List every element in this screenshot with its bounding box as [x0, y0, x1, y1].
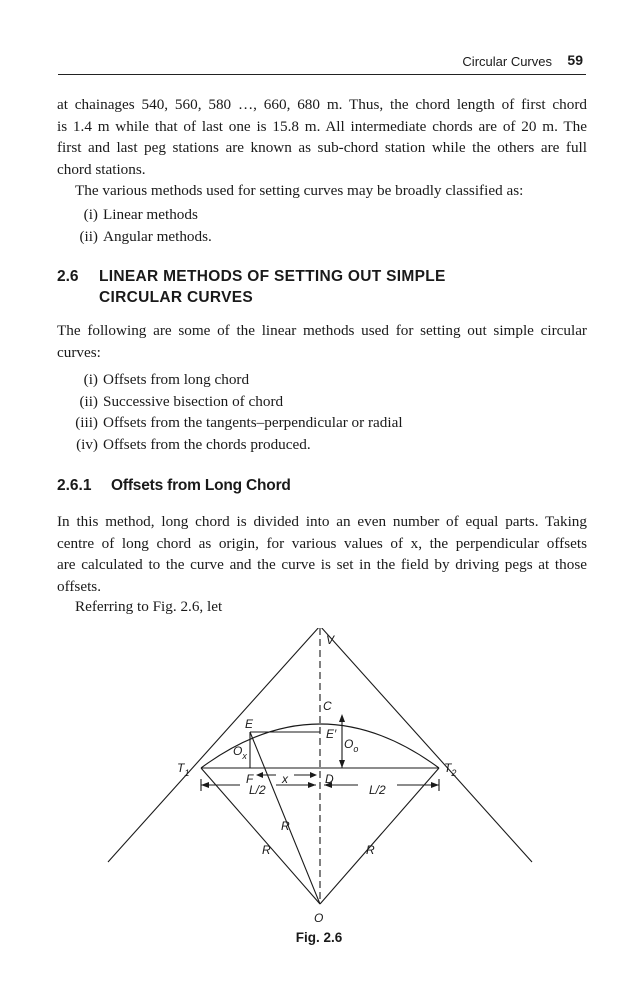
label-oo	[344, 737, 358, 754]
list-item	[57, 369, 587, 391]
list-item	[57, 391, 587, 413]
label-v: V	[326, 633, 335, 647]
running-header	[58, 52, 586, 75]
text-line: at chainages 540, 560, 580 …, 660, 680 m. Thus, the chord length of first chord	[57, 96, 587, 113]
arrowhead	[431, 782, 439, 788]
linear-methods-list	[57, 369, 587, 455]
list-item-number: (ii)	[79, 392, 98, 410]
section-heading-2-6-1	[57, 475, 587, 497]
list-item-text: Linear methods	[103, 206, 198, 223]
linear-methods-intro	[57, 320, 587, 363]
text-line: are calculated to the curve and the curve is set in the field by driving pegs at those	[57, 556, 587, 574]
list-item-text: Successive bisection of chord	[103, 392, 284, 410]
arrowhead	[339, 714, 345, 722]
label-t1-sub: 1	[184, 768, 190, 778]
text-line: chord stations.	[57, 160, 146, 178]
text-line: centre of long chord as origin, for various values of x, the perpendicular offsets	[57, 534, 587, 552]
list-item-number: (ii)	[79, 227, 98, 245]
label-f: F	[246, 772, 254, 786]
section-heading-2-6	[57, 266, 587, 310]
list-item-text: Offsets from long chord	[103, 371, 250, 388]
list-item	[57, 204, 587, 226]
text-line: is 1.4 m while that of last one is 15.8 m. All intermediate chords are of 20 m. The	[57, 117, 587, 135]
referring-line: Referring to Fig. 2.6, let	[75, 598, 223, 615]
text-line: The following are some of the linear methods used for setting out simple circular	[57, 322, 587, 339]
section-number: 2.6.1	[57, 477, 92, 494]
running-header-title: Circular Curves	[462, 54, 552, 69]
list-item-text: Offsets from the chords produced.	[103, 435, 311, 453]
label-t1-main: T	[177, 761, 185, 775]
arrowhead	[256, 772, 263, 778]
label-l2-left: L/2	[249, 783, 266, 797]
arrowhead	[310, 772, 317, 778]
text-line: offsets.	[57, 577, 102, 595]
figure-caption: Fig. 2.6	[295, 930, 343, 945]
label-r-left: R	[262, 843, 271, 857]
label-d: D	[325, 772, 334, 786]
arrowhead	[201, 782, 209, 788]
section-title-line: LINEAR METHODS OF SETTING OUT SIMPLE	[99, 268, 446, 285]
list-item	[57, 434, 587, 456]
text-line: curves:	[57, 343, 101, 361]
list-item-number: (iii)	[75, 414, 98, 432]
label-e: E	[245, 717, 254, 731]
label-l2-right: L/2	[369, 783, 386, 797]
label-o: O	[314, 911, 324, 925]
label-t2-main: T	[444, 761, 452, 775]
radius-to-e	[250, 732, 320, 904]
arrowhead	[308, 782, 316, 788]
label-t2-sub: 2	[451, 768, 457, 778]
label-c: C	[323, 699, 332, 713]
list-item	[57, 226, 587, 248]
label-t1	[177, 761, 189, 778]
label-oo-sub: o	[353, 744, 359, 754]
label-e-prime: E′	[326, 727, 337, 741]
section-number: 2.6	[57, 268, 79, 285]
method-paragraph	[57, 511, 587, 597]
section-title-line: CIRCULAR CURVES	[99, 289, 254, 306]
list-item-text: Offsets from the tangents–perpendicular or radial	[103, 414, 403, 432]
methods-paragraph: The various methods used for setting curves may be broadly classified as:	[75, 182, 524, 199]
label-x: x	[282, 772, 288, 786]
list-item	[57, 412, 587, 434]
label-ox-main: O	[233, 744, 243, 758]
intro-paragraph	[57, 94, 587, 180]
text-line: first and last peg stations are known as sub-chord station while the others are full	[57, 139, 587, 157]
list-item-number: (iv)	[76, 435, 98, 453]
curve-diagram	[100, 628, 540, 928]
list-item-number: (i)	[83, 371, 98, 388]
label-ox-sub: x	[242, 751, 247, 761]
page-number: 59	[567, 52, 583, 68]
label-oo-main: O	[344, 737, 354, 751]
list-item-number: (i)	[83, 206, 98, 223]
arrowhead	[339, 760, 345, 768]
methods-list	[57, 204, 587, 247]
label-r-right: R	[366, 843, 375, 857]
label-t2	[444, 761, 456, 778]
list-item-text: Angular methods.	[103, 227, 212, 245]
section-title: Offsets from Long Chord	[111, 477, 291, 494]
label-ox	[233, 744, 247, 761]
label-r-mid: R	[281, 819, 290, 833]
text-line: In this method, long chord is divided into an even number of equal parts. Taking	[57, 513, 587, 530]
